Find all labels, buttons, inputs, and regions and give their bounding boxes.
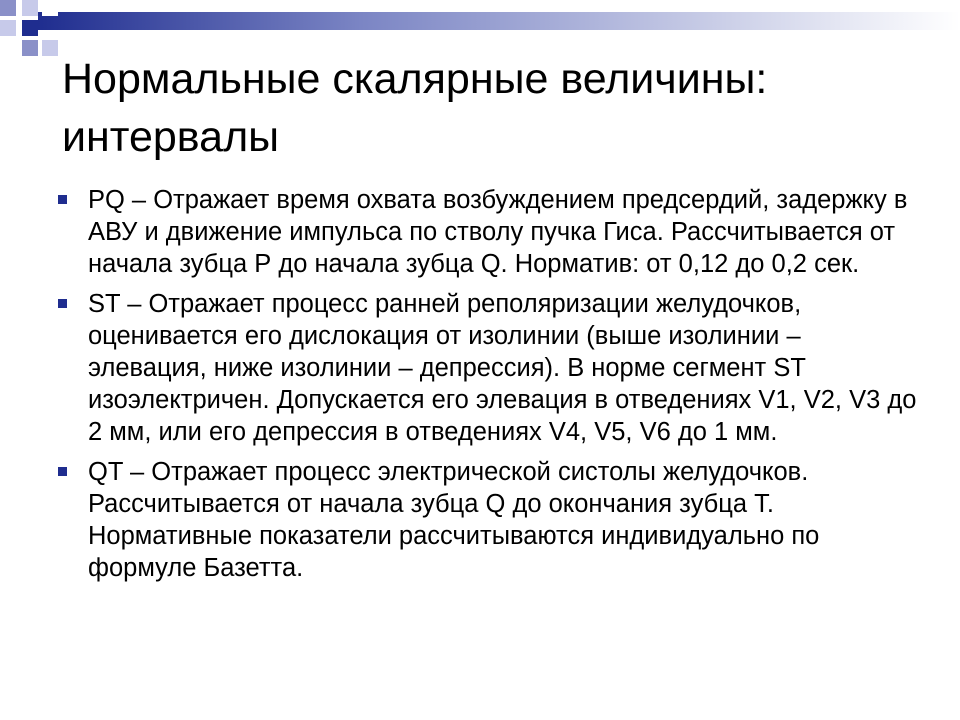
deco-square bbox=[42, 0, 58, 16]
bullet-text: QT – Отражает процесс электрической систолы желудочков. Рассчитывается от начала зубца Q до окончания зубца Т. Нормативные показатели рассчитываются индивидуально по формуле Базетта. bbox=[88, 458, 820, 582]
deco-square bbox=[22, 20, 38, 36]
deco-square bbox=[22, 40, 38, 56]
deco-square bbox=[0, 20, 16, 36]
bullet-list bbox=[50, 184, 920, 592]
deco-square bbox=[0, 40, 16, 56]
slide-title: Нормальные скалярные величины: интервалы bbox=[62, 55, 768, 161]
bullet-text: ST – Отражает процесс ранней реполяризации желудочков, оценивается его дислокация от изолинии (выше изолинии – элевация, ниже изолинии – депрессия). В норме сегмент ST изоэлектричен. Допускается его элевация в отведениях V1, V2, V3 до 2 мм, или его депрессия в отведениях V4, V5, V6 до 1 мм. bbox=[88, 290, 917, 446]
square-bullet-icon bbox=[58, 299, 67, 308]
bullet-item-qt bbox=[50, 456, 920, 584]
square-bullet-icon bbox=[58, 195, 67, 204]
header-gradient-bar bbox=[38, 12, 960, 30]
deco-square bbox=[42, 40, 58, 56]
bullet-item-pq bbox=[50, 184, 920, 280]
bullet-item-st bbox=[50, 288, 920, 448]
square-bullet-icon bbox=[58, 467, 67, 476]
bullet-text: PQ – Отражает время охвата возбуждением предсердий, задержку в АВУ и движение импульса по стволу пучка Гиса. Рассчитывается от начала зубца Р до начала зубца Q. Норматив: от 0,12 до 0,2 сек. bbox=[88, 186, 908, 278]
deco-square bbox=[22, 0, 38, 16]
deco-square bbox=[0, 0, 16, 16]
